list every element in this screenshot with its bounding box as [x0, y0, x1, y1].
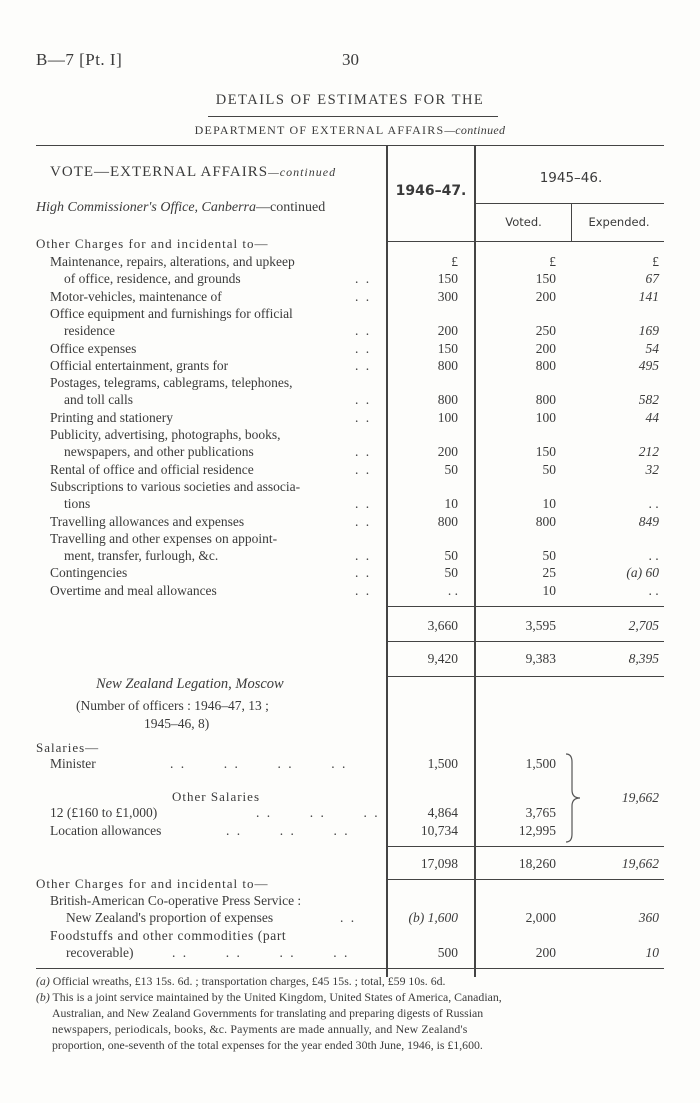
- item-label: Travelling and other expenses on appoint-: [50, 530, 278, 546]
- header-bottom-rule: [386, 241, 664, 242]
- press-voted: 2,000: [525, 910, 556, 925]
- item-label: Printing and stationery: [50, 409, 173, 425]
- item-expended: 44: [645, 409, 659, 425]
- leader-dots: . .: [355, 548, 372, 564]
- press-service-line-2: New Zealand's proportion of expenses: [66, 910, 274, 925]
- item-voted: 800: [535, 513, 556, 529]
- item-expended: . .: [648, 582, 659, 598]
- item-voted: 50: [542, 461, 556, 477]
- currency-expended: £: [652, 254, 659, 269]
- item-1946-47: 800: [437, 513, 458, 529]
- item-label: residence: [64, 323, 115, 339]
- section-heading-canberra: High Commissioner's Office, Canberra—continued: [36, 200, 326, 215]
- item-1946-47: 50: [444, 565, 458, 581]
- leader-dots: . .: [355, 392, 372, 408]
- page-subtitle: DEPARTMENT OF EXTERNAL AFFAIRS—continued: [194, 123, 506, 137]
- item-1946-47: 150: [437, 271, 458, 287]
- leader-dots: . .: [355, 409, 372, 425]
- footnote-b-line-4: proportion, one-seventh of the total expenses for the year ended 30th June, 1946, is £1,600.: [52, 1038, 483, 1052]
- item-label: Contingencies: [50, 565, 128, 581]
- item-expended: 32: [645, 461, 659, 477]
- leader-dots: . .: [340, 910, 357, 925]
- item-expended: 495: [638, 357, 659, 373]
- leader-dots: . . . . . . . .: [170, 756, 348, 771]
- item-voted: 150: [535, 271, 556, 287]
- footnote-a: (a) Official wreaths, £13 15s. 6d. ; transportation charges, £45 15s. ; total, £59 10s. 6d.: [36, 974, 446, 988]
- column-divider-voted: [571, 203, 572, 241]
- item-voted: 10: [542, 582, 556, 598]
- subtotal-voted: 3,595: [525, 618, 556, 633]
- item-expended: 67: [645, 271, 659, 287]
- leader-dots: . .: [355, 288, 372, 304]
- footnote-b-line-1: (b) This is a joint service maintained by the United Kingdom, United States of America, Canadian,: [36, 990, 502, 1004]
- item-label: Office expenses: [50, 340, 137, 356]
- leader-dots: . .: [355, 271, 372, 287]
- item-label: of office, residence, and grounds: [64, 271, 241, 287]
- page-title: DETAILS OF ESTIMATES FOR THE: [215, 92, 485, 108]
- column-header-1945-46: 1945–46.: [539, 170, 603, 186]
- item-voted: 800: [535, 392, 556, 408]
- minister-label: Minister: [50, 756, 96, 771]
- leader-dots: . . . . . .: [226, 823, 350, 838]
- other-charges-heading-moscow: Other Charges for and incidental to—: [36, 876, 269, 891]
- item-voted: 800: [535, 357, 556, 373]
- item-voted: 25: [542, 565, 556, 581]
- item-label: and toll calls: [64, 392, 133, 408]
- title-rule: [208, 116, 498, 117]
- item-label: Postages, telegrams, cablegrams, telephones,: [50, 375, 293, 391]
- subtotal-expended: 2,705: [628, 618, 659, 633]
- item-voted: 10: [542, 496, 556, 512]
- item-label: Office equipment and furnishings for official: [50, 305, 293, 321]
- item-1946-47: 800: [437, 357, 458, 373]
- item-label: ment, transfer, furlough, &c.: [64, 548, 219, 564]
- press-expended: 360: [638, 910, 659, 925]
- minister-voted: 1,500: [525, 756, 556, 771]
- column-header-expended: Expended.: [588, 215, 650, 229]
- item-voted: 100: [535, 409, 556, 425]
- subtotal-1946-47: 3,660: [427, 618, 458, 633]
- total-rule-top: [386, 641, 664, 642]
- vote-heading: VOTE—EXTERNAL AFFAIRS—continued: [50, 164, 337, 180]
- leader-dots: . .: [355, 357, 372, 373]
- salaries-rule-bottom: [386, 879, 664, 880]
- salaries-subtotal-1946-47: 17,098: [420, 856, 458, 871]
- item-voted: 250: [535, 323, 556, 339]
- press-1946-47: (b) 1,600: [408, 910, 458, 925]
- total-expended: 8,395: [628, 651, 659, 666]
- item-expended: 169: [638, 323, 659, 339]
- salaries-subtotal-voted: 18,260: [518, 856, 556, 871]
- currency-voted: £: [549, 254, 556, 269]
- item-1946-47: . .: [447, 582, 458, 598]
- item-voted: 50: [542, 548, 556, 564]
- item-1946-47: 50: [444, 548, 458, 564]
- salary-12-1946-47: 4,864: [427, 805, 458, 820]
- item-1946-47: 10: [444, 496, 458, 512]
- footnote-b-line-2: Australian, and New Zealand Governments for translating and preparing digests of Russian: [52, 1006, 484, 1020]
- item-voted: 200: [535, 288, 556, 304]
- item-expended: (a) 60: [626, 565, 659, 581]
- salaries-expended: 19,662: [621, 790, 659, 805]
- item-expended: . .: [648, 548, 659, 564]
- foodstuffs-voted: 200: [535, 945, 556, 960]
- foodstuffs-1946-47: 500: [437, 945, 458, 960]
- section-heading-moscow: New Zealand Legation, Moscow: [96, 676, 284, 692]
- item-label: newspapers, and other publications: [64, 444, 254, 460]
- salary-12-label: 12 (£160 to £1,000): [50, 805, 158, 820]
- other-salaries-heading: Other Salaries: [172, 789, 261, 804]
- item-expended: 582: [638, 392, 659, 408]
- salaries-heading: Salaries—: [36, 740, 100, 755]
- other-charges-heading: Other Charges for and incidental to—: [36, 236, 269, 251]
- item-expended: 849: [638, 513, 659, 529]
- table-top-rule: [36, 145, 664, 146]
- leader-dots: . . . . . .: [256, 805, 380, 820]
- page-number: 30: [342, 50, 359, 69]
- item-1946-47: 300: [437, 288, 458, 304]
- location-1946-47: 10,734: [420, 823, 458, 838]
- item-label: tions: [64, 496, 91, 512]
- item-1946-47: 50: [444, 461, 458, 477]
- item-label: Publicity, advertising, photographs, books,: [50, 427, 281, 442]
- item-1946-47: 800: [437, 392, 458, 408]
- report-reference: B—7 [Pt. I]: [36, 50, 123, 69]
- salaries-rule-top: [386, 846, 664, 847]
- foodstuffs-line-1: Foodstuffs and other commodities (part: [50, 928, 287, 943]
- item-1946-47: 200: [437, 444, 458, 460]
- footnote-b-line-3: newspapers, periodicals, books, &c. Payments are made annually, and New Zealand's: [52, 1022, 468, 1036]
- item-1946-47: 200: [437, 323, 458, 339]
- leader-dots: . .: [355, 323, 372, 339]
- leader-dots: . .: [355, 582, 372, 598]
- total-voted: 9,383: [525, 651, 556, 666]
- item-label: Subscriptions to various societies and associa-: [50, 478, 301, 494]
- item-1946-47: 150: [437, 340, 458, 356]
- leader-dots: . .: [355, 444, 372, 460]
- item-label: Overtime and meal allowances: [50, 582, 217, 598]
- salary-12-voted: 3,765: [525, 805, 556, 820]
- item-label: Rental of office and official residence: [50, 461, 254, 477]
- total-1946-47: 9,420: [427, 651, 458, 666]
- press-service-line-1: British-American Co-operative Press Service :: [50, 893, 302, 908]
- column-header-voted: Voted.: [505, 215, 542, 229]
- leader-dots: . . . . . . . .: [172, 945, 350, 960]
- subheader-rule: [474, 203, 664, 204]
- officers-count-line-2: 1945–46, 8): [144, 716, 210, 731]
- table-bottom-rule: [36, 968, 664, 969]
- leader-dots: . .: [355, 565, 372, 581]
- item-1946-47: 100: [437, 409, 458, 425]
- column-header-1946-47: 1946–47.: [395, 183, 467, 199]
- foodstuffs-expended: 10: [645, 945, 659, 960]
- item-expended: 54: [645, 340, 659, 356]
- item-voted: 150: [535, 444, 556, 460]
- officers-count-line-1: (Number of officers : 1946–47, 13 ;: [76, 698, 269, 713]
- leader-dots: . .: [355, 340, 372, 356]
- item-voted: 200: [535, 340, 556, 356]
- leader-dots: . .: [355, 496, 372, 512]
- minister-1946-47: 1,500: [427, 756, 458, 771]
- item-expended: 212: [638, 444, 659, 460]
- leader-dots: . .: [355, 461, 372, 477]
- item-expended: . .: [648, 496, 659, 512]
- item-label: Motor-vehicles, maintenance of: [50, 288, 222, 304]
- foodstuffs-line-2: recoverable): [66, 945, 134, 960]
- item-label: Travelling allowances and expenses: [50, 513, 245, 529]
- total-rule-bottom: [386, 676, 664, 677]
- item-expended: 141: [638, 288, 659, 304]
- currency-1946-47: £: [451, 254, 458, 269]
- location-voted: 12,995: [518, 823, 556, 838]
- leader-dots: . .: [355, 513, 372, 529]
- item-label: Maintenance, repairs, alterations, and upkeep: [50, 254, 295, 269]
- salaries-subtotal-expended: 19,662: [621, 856, 659, 871]
- item-label: Official entertainment, grants for: [50, 357, 229, 373]
- location-allowances-label: Location allowances: [50, 823, 162, 838]
- subtotal-rule: [386, 606, 664, 607]
- column-divider-year: [474, 145, 476, 977]
